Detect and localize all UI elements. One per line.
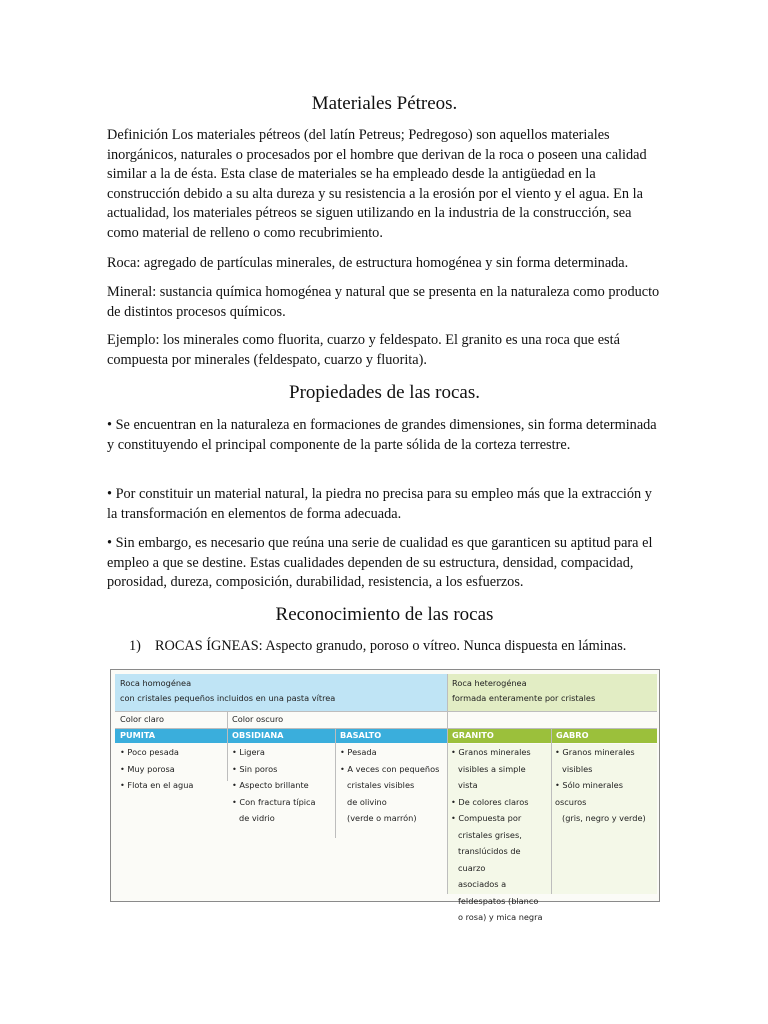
heterogeneous-title: Roca heterogénea [452,678,527,688]
list-item: de vidrio [239,813,275,823]
table-divider [335,728,336,838]
heterogeneous-header [447,674,657,711]
mineral-paragraph: Mineral: sustancia química homogénea y natural que se presenta en la naturaleza como producto de distintos procesos químicos. [107,284,660,320]
list-item: • Granos minerales [555,747,635,757]
list-item: • Sólo minerales oscuros [555,780,623,807]
list-item: cristales grises, [458,829,522,840]
list-item: feldespatos (blanco [458,895,539,906]
list-item: • Con fractura típica [232,796,316,807]
list-item: • A veces con pequeños [340,763,440,774]
list-item: (gris, negro y verde) [562,813,646,823]
list-item: cristales visibles [347,780,415,790]
igneous-rocks-table [110,669,660,922]
column-gabro [551,744,657,894]
homogeneous-subtitle: con cristales pequeños incluidos en una pasta vítrea [120,693,336,703]
column-obsidiana [227,744,335,827]
example-paragraph: Ejemplo: los minerales como fluorita, cuarzo y feldespato. El granito es una roca que está compuesta por minerales (feldespato, cuarzo y fluorita). [107,332,620,368]
rock-name-gabro: GABRO [551,728,657,743]
list-item: asociados a [458,879,507,889]
list-item: de olivino [347,796,387,807]
table-divider [115,728,657,729]
list-item: • Poco pesada [120,747,179,757]
rock-name-granito: GRANITO [447,728,551,743]
column-granito [447,744,551,922]
rock-name-basalto: BASALTO [335,728,447,743]
list-item-igneous [129,638,626,655]
homogeneous-header [115,674,447,711]
list-item: • Muy porosa [120,763,175,774]
definition-paragraph: Definición Los materiales pétreos (del latín Petreus; Pedregoso) son aquellos materiales inorgánicos, naturales o procesados por el hombre que derivan de la roca o poseen una calidad similar a la de ésta. Esta clase de materiales se ha empleado desde la antigüedad en la construcción debido a su alta dureza y su resistencia a la erosión por el viento y el agua. En la actualidad, los materiales pétreos se siguen utilizando en la industria de la construcción, sea como material de relleno o como recubrimiento. [107,127,647,241]
property-bullet: • Se encuentran en la naturaleza en formaciones de grandes dimensiones, sin forma determinada y constituyendo el principal componente de la parte sólida de la corteza terrestre. [107,417,657,453]
list-item: translúcidos de cuarzo [458,846,521,873]
table-divider [227,711,228,781]
list-item: visibles a simple vista [458,763,526,790]
list-item: • Pesada [340,747,377,757]
list-item: • Granos minerales [451,747,531,757]
list-item: (verde o marrón) [347,813,417,823]
rock-name-pumita: PUMITA [115,728,227,743]
rock-paragraph: Roca: agregado de partículas minerales, de estructura homogénea y sin forma determinada. [107,255,629,271]
page-title: Materiales Pétreos. [311,93,458,114]
dark-color-label: Color oscuro [232,714,284,724]
section-heading-recognition: Reconocimiento de las rocas [275,604,494,625]
list-number: 1) [129,638,141,654]
list-text: ROCAS ÍGNEAS: Aspecto granudo, poroso o vítreo. Nunca dispuesta en láminas. [155,638,627,654]
table-divider [115,711,657,712]
list-item: • Ligera [232,747,265,757]
homogeneous-title: Roca homogénea [120,678,192,688]
section-heading-properties: Propiedades de las rocas. [289,382,480,403]
table-divider [447,674,448,894]
property-bullet: • Sin embargo, es necesario que reúna una serie de cualidad es que garanticen su aptitud para el empleo a que se destine. Estas cualidades dependen de su estructura, densidad, compacidad, porosidad, dureza, composición, durabilidad, resistencia, a los esfuerzos. [107,535,653,590]
column-pumita [115,744,227,794]
light-color-label: Color claro [120,714,164,724]
list-item: visibles [562,763,593,774]
table-divider [551,728,552,894]
list-item: • Sin poros [232,763,278,774]
rock-name-obsidiana: OBSIDIANA [227,728,335,743]
property-bullet: • Por constituir un material natural, la piedra no precisa para su empleo más que la extracción y la transformación en elementos de forma adecuada. [107,486,652,522]
list-item: • Flota en el agua [120,780,194,790]
list-item: • Compuesta por [451,813,522,823]
heterogeneous-subtitle: formada enteramente por cristales [452,693,596,703]
column-basalto [335,744,447,827]
list-item: • De colores claros [451,796,529,807]
list-item: o rosa) y mica negra [458,912,543,922]
list-item: • Aspecto brillante [232,780,309,790]
